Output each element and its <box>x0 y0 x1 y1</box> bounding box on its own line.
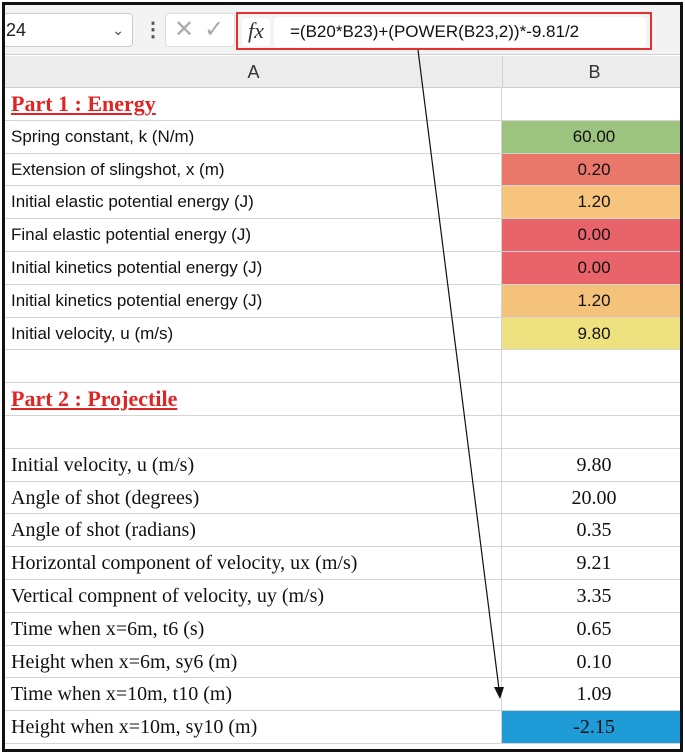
edit-buttons <box>165 13 235 47</box>
cell-b[interactable]: 1.20 <box>502 186 683 218</box>
cell-b[interactable] <box>502 416 683 448</box>
table-row <box>5 285 680 318</box>
spreadsheet-window <box>2 2 683 752</box>
cell-a[interactable]: Initial velocity, u (m/s) <box>5 318 502 350</box>
cell-a[interactable]: Spring constant, k (N/m) <box>5 121 502 153</box>
cell-a[interactable] <box>5 383 502 415</box>
cell-b[interactable]: 0.10 <box>576 650 612 673</box>
table-row <box>5 646 680 679</box>
cell-a[interactable]: Vertical compnent of velocity, uy (m/s) <box>5 580 502 612</box>
name-box[interactable] <box>3 13 133 47</box>
table-row <box>5 482 680 515</box>
table-row <box>5 547 680 580</box>
cell-a[interactable]: Horizontal component of velocity, ux (m/s) <box>5 547 502 579</box>
cell-a[interactable] <box>5 88 502 120</box>
cell-b[interactable]: 0.65 <box>576 617 612 640</box>
cell-b[interactable] <box>502 88 683 120</box>
section-heading: Part 2 : Projectile <box>11 386 178 412</box>
table-row <box>5 154 680 187</box>
cell-b[interactable]: 60.00 <box>502 121 683 153</box>
cell-b[interactable] <box>502 383 683 415</box>
table-row <box>5 186 680 219</box>
chevron-down-icon[interactable]: ⌄ <box>112 22 124 38</box>
cell-a[interactable]: Angle of shot (radians) <box>5 514 502 546</box>
cell-a[interactable]: Time when x=10m, t10 (m) <box>5 678 502 710</box>
table-row <box>5 449 680 482</box>
formula-highlight <box>236 12 652 50</box>
column-header-a[interactable]: A <box>5 56 503 88</box>
table-row <box>5 219 680 252</box>
column-header-b[interactable]: B <box>503 56 683 88</box>
cancel-icon[interactable]: ✕ <box>174 16 205 43</box>
table-row <box>5 514 680 547</box>
cell-a[interactable]: Initial kinetics potential energy (J) <box>5 285 502 317</box>
table-row <box>5 350 680 383</box>
table-row <box>5 711 680 744</box>
cell-a[interactable]: Initial kinetics potential energy (J) <box>5 252 502 284</box>
cell-a[interactable]: Time when x=6m, t6 (s) <box>5 613 502 645</box>
cell-b[interactable] <box>502 350 683 382</box>
more-options-icon[interactable]: ⋮ <box>143 19 163 41</box>
cell-b[interactable]: 9.80 <box>502 318 683 350</box>
cell-a[interactable]: Extension of slingshot, x (m) <box>5 154 502 186</box>
section-heading: Part 1 : Energy <box>11 91 156 116</box>
cell-a[interactable]: Initial velocity, u (m/s) <box>5 449 502 481</box>
table-row <box>5 383 680 416</box>
cell-b[interactable]: 20.00 <box>571 486 617 509</box>
cell-b[interactable]: 3.35 <box>576 585 612 607</box>
cell-b[interactable]: 0.20 <box>502 154 683 186</box>
cell-b[interactable]: 9.21 <box>576 552 612 575</box>
cell-b[interactable]: 1.09 <box>576 683 612 706</box>
cell-a[interactable]: Initial elastic potential energy (J) <box>5 186 502 218</box>
cell-a[interactable]: Height when x=10m, sy10 (m) <box>5 711 502 743</box>
cell-a[interactable]: Final elastic potential energy (J) <box>5 219 502 251</box>
table-row <box>5 416 680 449</box>
cell-b[interactable]: 0.00 <box>502 219 683 251</box>
cell-b[interactable]: 0.00 <box>502 252 683 284</box>
name-box-value: 24 <box>6 20 27 40</box>
table-row <box>5 678 680 711</box>
table-row <box>5 252 680 285</box>
formula-bar <box>5 5 680 55</box>
table-row <box>5 88 680 121</box>
table-row <box>5 318 680 351</box>
table-row <box>5 613 680 646</box>
insert-function-icon[interactable]: fx <box>242 18 270 46</box>
cell-b[interactable]: 1.20 <box>502 285 683 317</box>
enter-icon[interactable]: ✓ <box>204 16 235 43</box>
cell-b[interactable]: -2.15 <box>502 711 683 743</box>
cell-b[interactable]: 9.80 <box>576 453 612 476</box>
table-row <box>5 580 680 613</box>
table-row <box>5 121 680 154</box>
cell-b[interactable]: 0.35 <box>576 519 612 542</box>
formula-input[interactable]: =(B20*B23)+(POWER(B23,2))*-9.81/2 <box>274 17 646 47</box>
cell-a[interactable]: Angle of shot (degrees) <box>5 482 502 514</box>
cell-a[interactable] <box>5 350 502 382</box>
cell-a[interactable] <box>5 416 502 448</box>
cell-a[interactable]: Height when x=6m, sy6 (m) <box>5 646 502 678</box>
